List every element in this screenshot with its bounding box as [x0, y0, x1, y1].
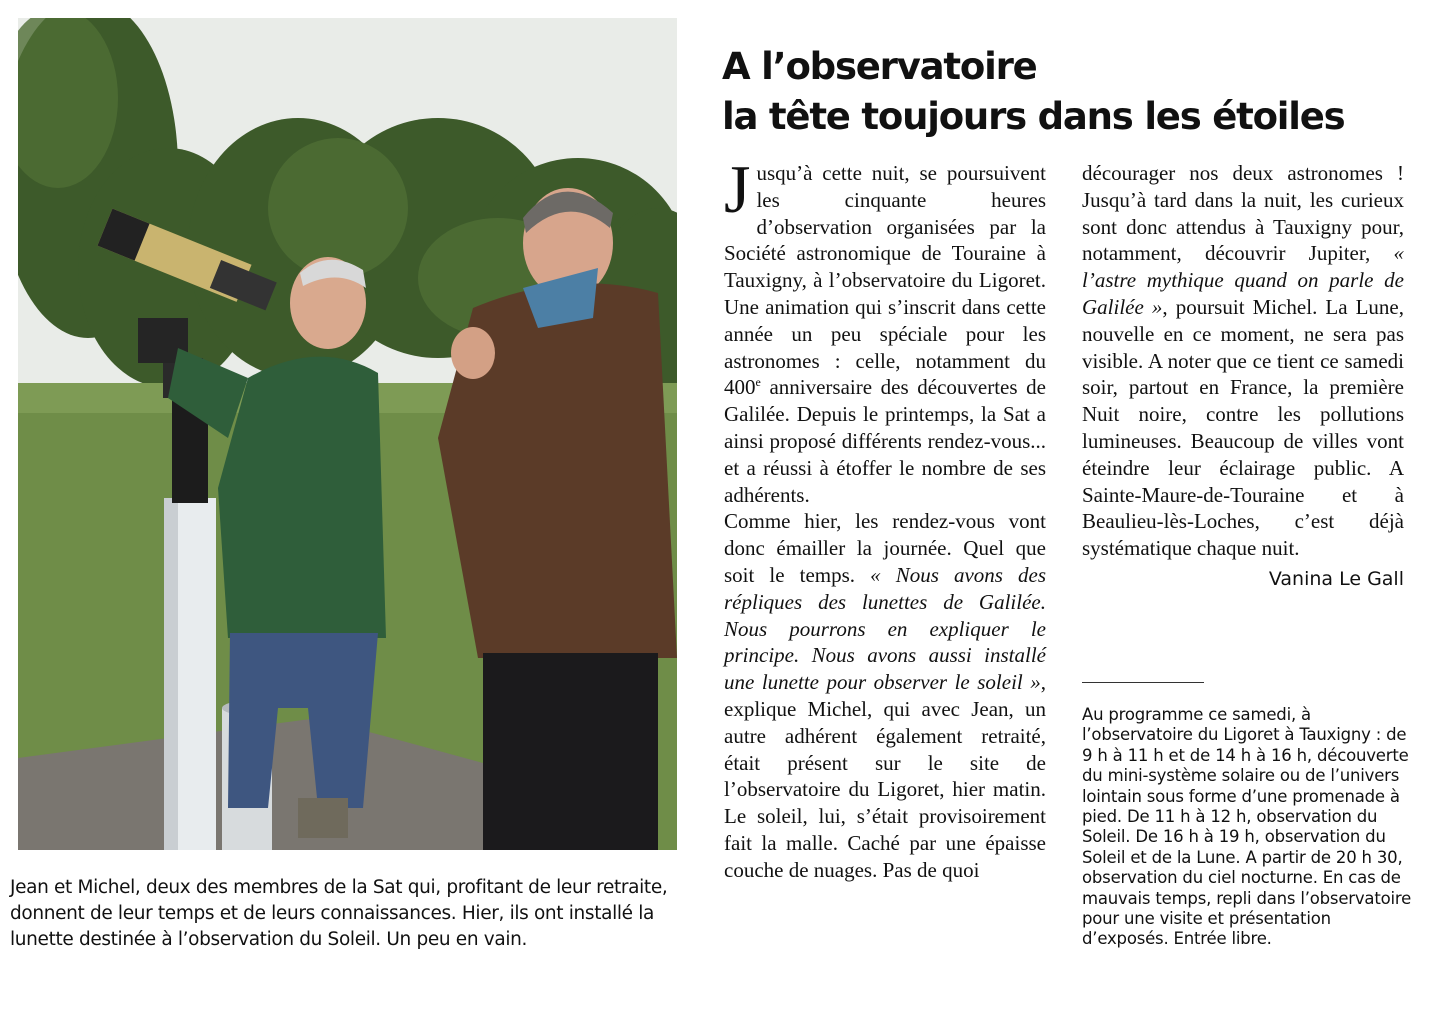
- article-paragraph-3: [1082, 160, 1404, 562]
- article-paragraph-1: [724, 151, 1046, 508]
- column-2-quote: « l’astre mythique quand on parle de Galilée »: [1082, 241, 1404, 319]
- column-2-text: décourager nos deux astronomes ! Jusqu’à tard dans la nuit, les curieux sont donc attendus à Tauxigny pour, notamment, découvrir Jupiter,: [1082, 161, 1404, 266]
- drop-cap: J: [724, 151, 751, 227]
- paragraph-1-text: usqu’à cette nuit, se poursuivent les cinquante heures d’observation organisées par la Société astronomique de Touraine à Tauxigny, à l’observatoire du Ligoret. Une animation qui s’inscrit dans cette année un peu spéciale pour les astronomes : celle, notamment du 400: [724, 161, 1046, 400]
- paragraph-1-end: anniversaire des découvertes de Galilée. Depuis le printemps, la Sat a ainsi proposé différents rendez-vous... et a réussi à étoffer le nombre de ses adhérents.: [724, 375, 1046, 507]
- author-byline: Vanina Le Gall: [1268, 567, 1404, 590]
- article-column-2: [1082, 160, 1404, 593]
- headline: [722, 42, 1412, 142]
- paragraph-2-end: , explique Michel, qui avec Jean, un autre adhérent également retraité, était présent sur le site de l’observatoire du Ligoret, hier matin. Le soleil, lui, s’était provisoirement fait la malle. Caché par une épaisse couche de nuages. Pas de quoi: [724, 670, 1046, 882]
- article-paragraph-2: [724, 508, 1046, 883]
- program-sidebar: Au programme ce samedi, à l’observatoire du Ligoret à Tauxigny : de 9 h à 11 h et de 14 h à 16 h, découverte du mini-système solaire ou de l’univers lointain sous forme d’une promenade à pied. De 11 h à 12 h, observation du Soleil. De 16 h à 19 h, observation du Soleil et de la Lune. A partir de 20 h 30, observation du ciel nocturne. En cas de mauvais temps, repli dans l’observatoire pour une visite et présentation d’exposés. Entrée libre.: [1082, 705, 1412, 949]
- headline-line-2: la tête toujours dans les étoiles: [722, 95, 1345, 138]
- sidebar-divider: [1082, 682, 1204, 683]
- headline-line-1: A l’observatoire: [722, 45, 1037, 88]
- ordinal-superscript: e: [755, 375, 761, 390]
- article-photo: [18, 18, 677, 850]
- column-2-end: , poursuit Michel. La Lune, nouvelle en ce moment, ne sera pas visible. A noter que ce tient ce samedi soir, partout en France, la première Nuit noire, contre les pollutions lumineuses. Beaucoup de villes vont éteindre leur éclairage public. A Sainte-Maure-de-Touraine et à Beaulieu-lès-Loches, c’est déjà systématique chaque nuit.: [1082, 294, 1404, 561]
- photo-caption: Jean et Michel, deux des membres de la Sat qui, profitant de leur retraite, donnent de leur temps et de leurs connaissances. Hier, ils ont installé la lunette destinée à l’observation du Soleil. Un peu en vain.: [10, 877, 668, 950]
- paragraph-2-text: Comme hier, les rendez-vous vont donc émailler la journée. Quel que soit le temps.: [724, 509, 1046, 587]
- photo-illustration: [18, 18, 677, 850]
- paragraph-2-quote: « Nous avons des répliques des lunettes de Galilée. Nous pourrons en expliquer le principe. Nous avons aussi installé une lunette pour observer le soleil »: [724, 562, 1046, 695]
- article-column-1: [724, 151, 1046, 884]
